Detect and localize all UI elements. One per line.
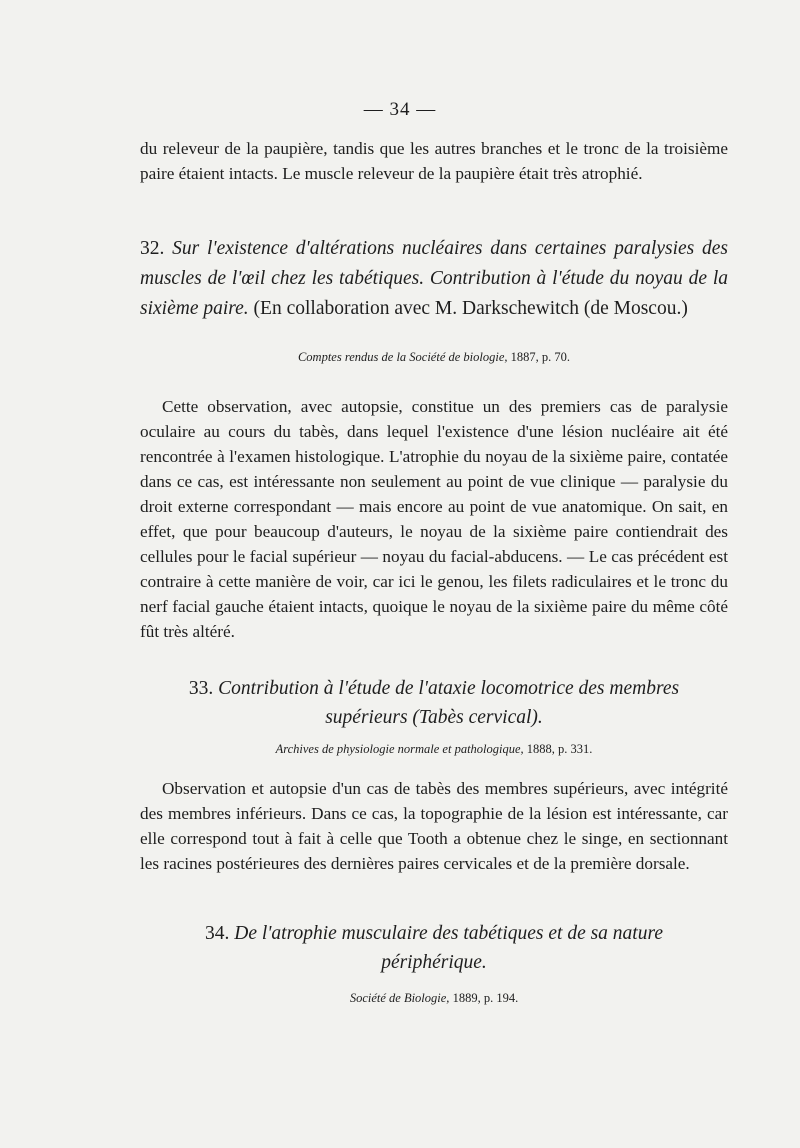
entry-34-title-line-1	[140, 919, 728, 948]
entry-32-title: Sur l'existence d'altérations nucléaires dans certaines paralysies des muscles de l'œil chez les tabétiques. Contribution à l'étude du noyau de la sixième paire.	[140, 238, 728, 319]
entry-33-title-line-2	[140, 703, 728, 732]
entry-33-title-part-2: supérieurs (Tabès cervical).	[325, 707, 543, 728]
entry-33-source-ref: 1888, p. 331.	[526, 742, 593, 756]
entry-34-title-line-2	[140, 948, 728, 977]
entry-32-source-ref: 1887, p. 70.	[510, 350, 571, 364]
entry-34-source	[140, 990, 728, 1006]
entry-33-number: 33.	[188, 678, 214, 699]
entry-32-number: 32.	[140, 238, 165, 259]
entry-34-title-part-1: De l'atrophie musculaire des tabétiques et de sa nature	[234, 923, 663, 944]
entry-32-body: Cette observation, avec autopsie, constitue un des premiers cas de paralysie oculaire au cours du tabès, dans lequel l'existence d'une lésion nucléaire ait été rencontrée à l'examen histologique. L'atrophie du noyau de la sixième paire, contatée dans ce cas, est intéressante non seulement au point de vue clinique — paralysie du droit externe correspondant — mais encore au point de vue anatomique. On sait, en effet, que pour beaucoup d'auteurs, le noyau de la sixième paire contiendrait des cellules pour le facial supérieur — noyau du facial-abducens. — Le cas précédent est contraire à cette manière de voir, car ici le genou, les filets radiculaires et le tronc du nerf facial gauche étaient intacts, quoique le noyau de la sixième paire du même côté fût très altéré.	[140, 397, 728, 641]
entry-33-title-part-1: Contribution à l'étude de l'ataxie locomotrice des membres	[218, 678, 680, 699]
entry-33-source	[140, 741, 728, 757]
entry-32-heading	[140, 234, 728, 324]
entry-33-heading	[140, 674, 728, 732]
continuation-paragraph: du releveur de la paupière, tandis que les autres branches et le tronc de la troisième paire étaient intacts. Le muscle releveur de la paupière était très atrophié.	[140, 139, 728, 183]
entry-32-collaboration-note: (En collaboration avec M. Darkschewitch (de Moscou.)	[253, 298, 688, 319]
entry-34-source-journal: Société de Biologie,	[349, 991, 450, 1005]
entry-33-title-line-1	[140, 674, 728, 703]
entry-32-source	[140, 349, 728, 365]
entry-32-source-journal: Comptes rendus de la Société de biologie,	[297, 350, 508, 364]
entry-33-body: Observation et autopsie d'un cas de tabès des membres supérieurs, avec intégrité des membres inférieurs. Dans ce cas, la topographie de la lésion est intéressante, car elle correspond tout à fait à celle que Tooth a obtenue chez le singe, en sectionnant les racines postérieures des dernières paires cervicales et de la première dorsale.	[140, 779, 728, 873]
page-number: — 34 —	[363, 99, 437, 120]
entry-34-title-part-2: périphérique.	[381, 952, 487, 973]
entry-34-source-ref: 1889, p. 194.	[452, 991, 519, 1005]
entry-33-source-journal: Archives de physiologie normale et pathologique,	[275, 742, 524, 756]
entry-34-number: 34.	[204, 923, 230, 944]
entry-34-heading	[140, 919, 728, 977]
